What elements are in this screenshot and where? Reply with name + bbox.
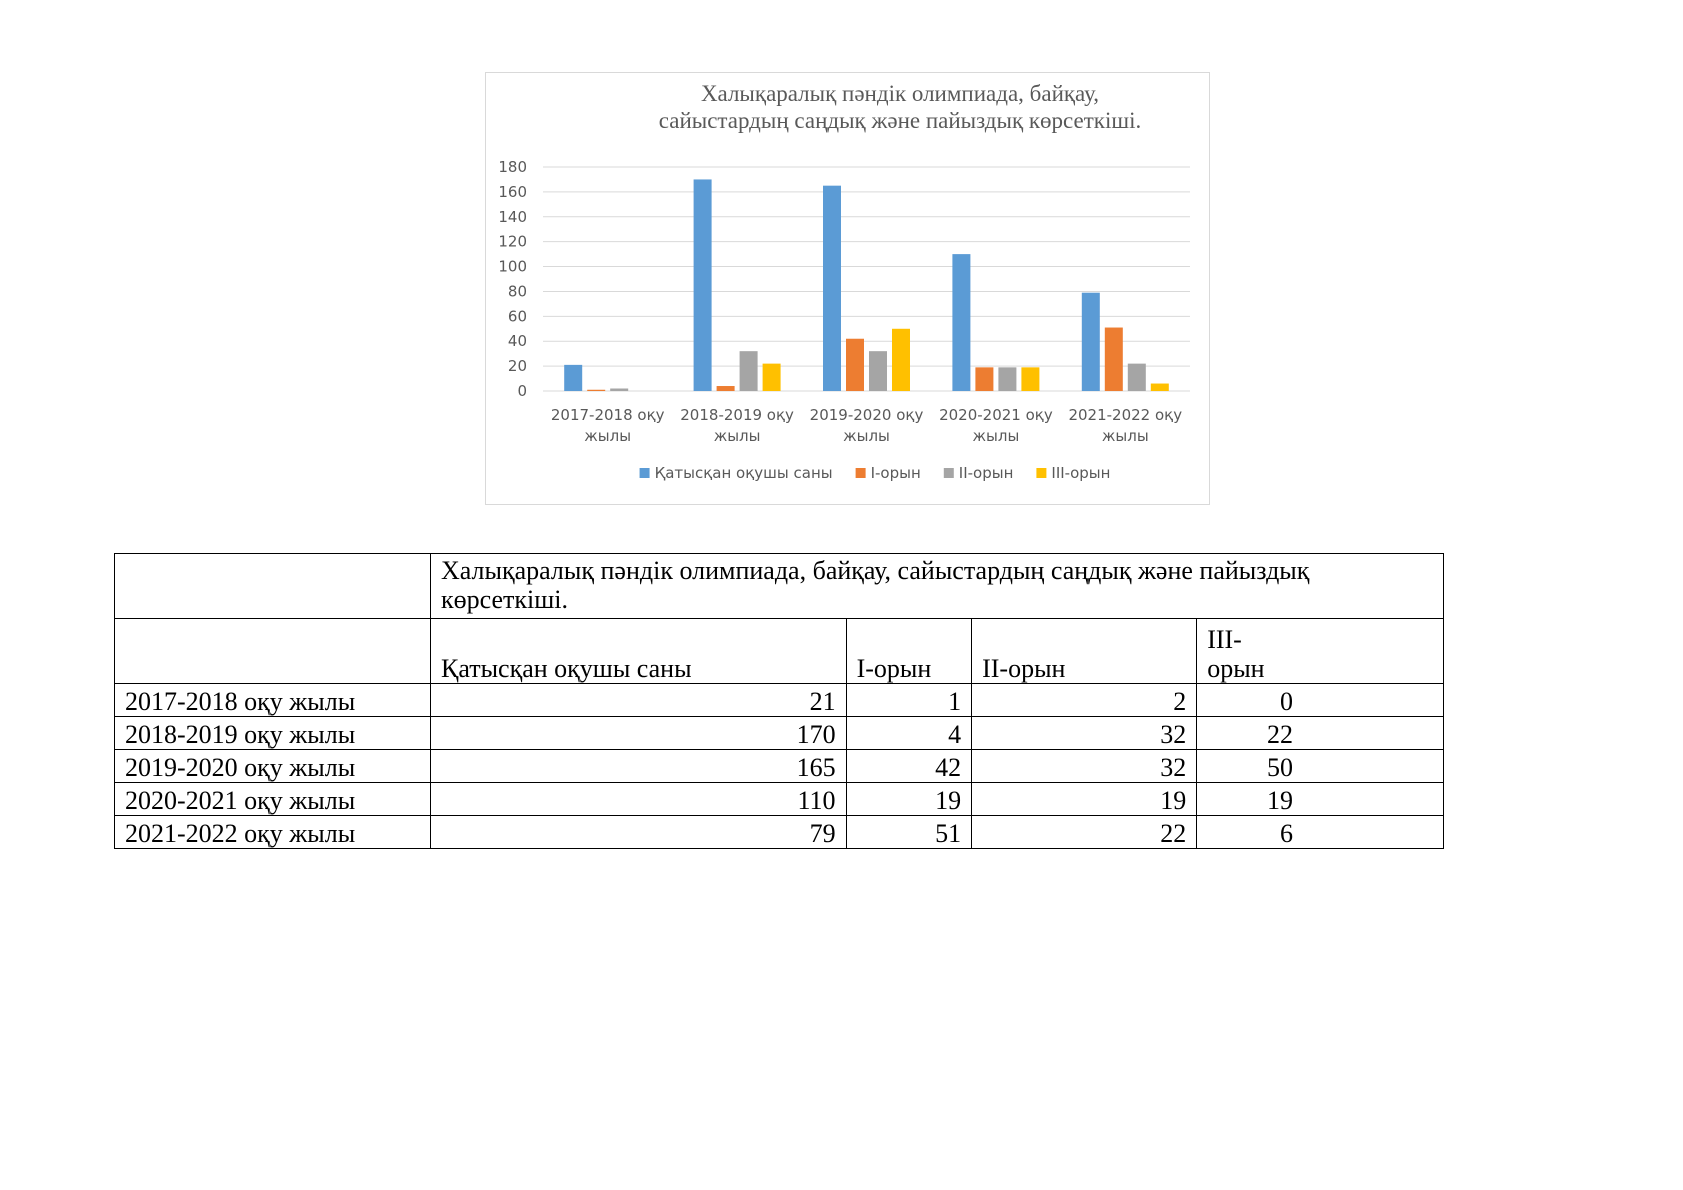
bar: [952, 254, 970, 391]
legend-label: Қатысқан оқушы саны: [654, 464, 833, 482]
legend-swatch: [856, 468, 866, 478]
bar: [564, 365, 582, 391]
bar: [1151, 384, 1169, 391]
y-tick-label: 180: [498, 158, 527, 176]
legend-label: III-орын: [1051, 464, 1111, 482]
row-participants: 21: [431, 684, 847, 717]
x-tick-label: 2019-2020 оқу: [809, 406, 924, 424]
bar: [1128, 364, 1146, 391]
row-second-place: 2: [972, 684, 1197, 717]
row-year: 2021-2022 оқу жылы: [115, 816, 431, 849]
x-tick-label: 2018-2019 оқу: [680, 406, 794, 424]
x-tick-label: 2017-2018 оқу: [550, 406, 665, 424]
bar-chart: [0, 0, 1683, 520]
row-participants: 170: [431, 717, 847, 750]
legend-swatch: [944, 468, 954, 478]
y-tick-label: 40: [507, 332, 527, 351]
y-tick-label: 160: [498, 182, 527, 201]
y-tick-label: 120: [498, 232, 527, 251]
chart-title: Халықаралық пәндік олимпиада, байқау, сайыстардың саңдық және пайыздық көрсеткіші.: [658, 81, 1142, 133]
x-tick-label: жылы: [1101, 427, 1149, 445]
row-first-place: 4: [846, 717, 972, 750]
row-first-place: 42: [846, 750, 972, 783]
bar: [998, 367, 1016, 391]
row-third-place: 22: [1197, 717, 1444, 750]
header-second-place: II-орын: [972, 619, 1197, 684]
x-tick-label: жылы: [972, 427, 1020, 445]
table-row: [115, 684, 1444, 717]
bar: [975, 367, 993, 391]
table-row: [115, 717, 1444, 750]
row-first-place: 51: [846, 816, 972, 849]
bar: [823, 186, 841, 391]
bar: [1082, 293, 1100, 391]
legend-label: II-орын: [958, 464, 1014, 482]
bar: [869, 351, 887, 391]
row-year: 2017-2018 оқу жылы: [115, 684, 431, 717]
y-tick-label: 80: [507, 282, 527, 301]
table-row: [115, 783, 1444, 816]
row-third-place: 19: [1197, 783, 1444, 816]
table-header-row: [115, 619, 1444, 684]
x-tick-label: жылы: [584, 427, 632, 445]
table-row: [115, 816, 1444, 849]
x-tick-label: жылы: [713, 427, 761, 445]
row-year: 2019-2020 оқу жылы: [115, 750, 431, 783]
bar: [694, 179, 712, 391]
legend-label: I-орын: [870, 464, 921, 482]
row-second-place: 32: [972, 750, 1197, 783]
row-first-place: 19: [846, 783, 972, 816]
table-row: [115, 750, 1444, 783]
row-participants: 79: [431, 816, 847, 849]
legend-swatch: [1036, 468, 1046, 478]
row-year: 2020-2021 оқу жылы: [115, 783, 431, 816]
bar: [1021, 367, 1039, 391]
y-tick-label: 60: [507, 307, 527, 326]
row-third-place: 0: [1197, 684, 1444, 717]
x-tick-label: 2021-2022 оқу: [1068, 406, 1183, 424]
bar: [1105, 328, 1123, 391]
row-third-place: 50: [1197, 750, 1444, 783]
x-tick-label: жылы: [843, 427, 890, 445]
row-third-place: 6: [1197, 816, 1444, 849]
y-tick-label: 20: [507, 357, 527, 376]
table-title-row: [115, 554, 1444, 619]
table-corner-cell: [115, 554, 431, 619]
header-participants: Қатысқан оқушы саны: [431, 619, 847, 684]
bar: [846, 339, 864, 391]
bar: [610, 389, 628, 391]
row-year: 2018-2019 оқу жылы: [115, 717, 431, 750]
bar: [763, 364, 781, 391]
header-third-place: III- орын: [1197, 619, 1444, 684]
x-tick-label: 2020-2021 оқу: [939, 406, 1053, 424]
row-first-place: 1: [846, 684, 972, 717]
row-second-place: 19: [972, 783, 1197, 816]
row-second-place: 32: [972, 717, 1197, 750]
y-tick-label: 140: [498, 207, 527, 226]
header-first-place: I-орын: [846, 619, 972, 684]
bar: [892, 329, 910, 391]
bar: [587, 390, 605, 391]
table-title: Халықаралық пәндік олимпиада, байқау, сайыстардың саңдық және пайыздық көрсеткіші.: [431, 554, 1444, 619]
row-participants: 165: [431, 750, 847, 783]
y-tick-label: 0: [517, 382, 527, 400]
header-empty-cell: [115, 619, 431, 684]
row-second-place: 22: [972, 816, 1197, 849]
row-participants: 110: [431, 783, 847, 816]
bar: [740, 351, 758, 391]
data-table: [114, 553, 1444, 849]
bar: [717, 386, 735, 391]
y-tick-label: 100: [498, 257, 527, 276]
legend-swatch: [640, 468, 650, 478]
